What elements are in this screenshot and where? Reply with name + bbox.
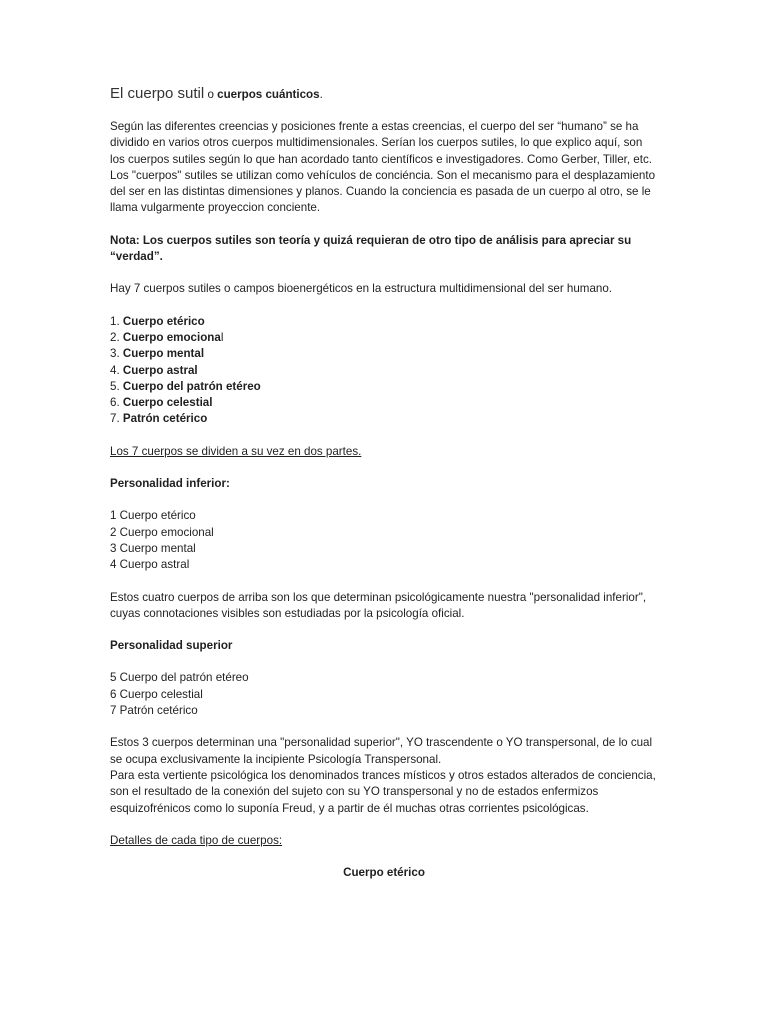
list-item-number: 1. [110,314,123,328]
list-item [110,346,658,362]
note-text: : Los cuerpos sutiles son teoría y quizá requieran de otro tipo de análisis para apreciar su “verdad”. [110,233,632,264]
list-item-name: Cuerpo etérico [122,314,205,328]
inferior-heading: Personalidad inferior: [110,477,230,491]
list-item-number: 3. [110,347,123,361]
list-item: 2 Cuerpo emocional [110,525,214,539]
list-item-name: Cuerpo celestial [122,396,213,410]
list-item: 7 Patrón cetérico [110,704,198,718]
list-item-name: Cuerpo astral [122,363,198,377]
inferior-paragraph: Estos cuatro cuerpos de arriba son los que determinan psicológicamente nuestra "personalidad inferior", cuyas connotaciones visibles son estudiadas por la psicología oficial. [110,590,647,620]
note-label: Nota [110,233,136,247]
title-connector: o [207,88,214,101]
list-item: 6 Cuerpo celestial [110,687,203,701]
details-text: Detalles de cada tipo de cuerpos: [110,833,283,847]
title-bold-part: cuerpos cuánticos [217,88,320,101]
superior-heading: Personalidad superior [110,639,233,653]
title-end: . [319,88,323,101]
list-item-name: Cuerpo del patrón etéreo [122,379,261,393]
intro-paragraph: Según las diferentes creencias y posiciones frente a estas creencias, el cuerpo del ser “humano” se ha dividido en varios otros cuerpos multidimensionales. Serían los cuerpos sutiles, lo que explico aquí, son los cuerpos sutiles según lo que han acordado tanto científicos e investigadores. Como Gerber, Tiller, etc. Los "cuerpos" sutiles se utilizan como vehículos de conciéncia. Son el mecanismo para el desplazamiento del ser en las distintas dimensiones y planos. Cuando la conciencia es pasada de un cuerpo al otro, se le llama vulgarmente proyeccion conciente. [110,120,656,215]
list-item-name: Patrón cetérico [122,412,208,426]
superior-text-1: Estos 3 cuerpos determinan una "personalidad superior", YO trascendente o YO transpersonal, de lo cual se ocupa exclusivamente la incipiente Psicología Transpersonal. [110,736,653,766]
list-item: 1 Cuerpo etérico [110,509,196,523]
list-item [110,330,658,346]
list-item [110,314,658,330]
list-item-number: 6. [110,396,123,410]
list-item [110,379,658,395]
list-item-name: Cuerpo emociona [122,330,221,344]
inferior-list [110,508,658,573]
list-item: 4 Cuerpo astral [110,558,190,572]
list-item [110,395,658,411]
list-item-number: 5. [110,379,123,393]
list-item: 3 Cuerpo mental [110,541,196,555]
list-item-name: Cuerpo mental [122,347,205,361]
document-title [110,84,658,105]
superior-text-2: Para esta vertiente psicológica los denominados trances místicos y otros estados alterados de conciencia, son el resultado de la conexión del sujeto con su YO transpersonal y no de estados enfermizos esquizofrénicos como lo suponía Freud, y a partir de él muchas otras corrientes psicológicas. [110,768,656,815]
superior-list [110,670,658,719]
divide-text: Los 7 cuerpos se dividen a su vez en dos partes. [110,444,362,458]
note-paragraph [110,233,658,266]
list-item [110,363,658,379]
list-item-number: 4. [110,363,123,377]
superior-paragraph [110,735,658,816]
list-item-number: 2. [110,330,123,344]
list-item [110,411,658,427]
list-item-tail: l [220,330,224,344]
section-heading-eterico: Cuerpo etérico [343,866,425,880]
document-page [110,84,658,881]
seven-bodies-intro: Hay 7 cuerpos sutiles o campos bioenergéticos en la estructura multidimensional del ser humano. [110,282,613,296]
list-item: 5 Cuerpo del patrón etéreo [110,671,249,685]
bodies-list [110,314,658,428]
list-item-number: 7. [110,412,123,426]
title-main: El cuerpo sutil [110,85,205,102]
